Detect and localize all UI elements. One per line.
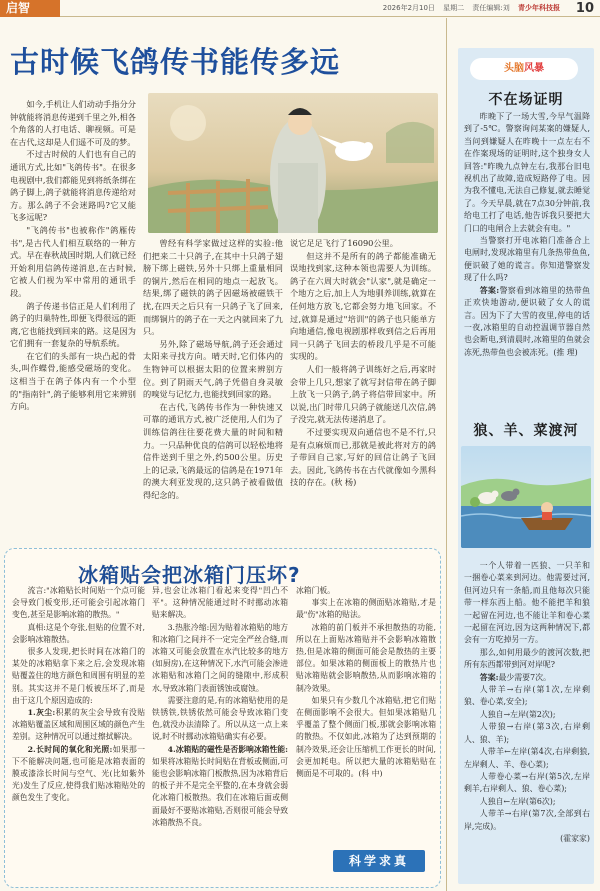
- story1-title: 不在场证明: [488, 92, 564, 108]
- fridge-column-2: [152, 585, 288, 885]
- subheading: 2.长时间的氧化和光照:: [27, 744, 113, 754]
- paragraph: 如今,手机让人们动动手指分分钟就能将消息传递到千里之外,相各个角落的人打电话、聊视频。可是在古代,这却是人们遥不可及的梦。: [10, 99, 136, 147]
- issue-date: 2026年2月10日: [382, 4, 435, 12]
- paragraph: 昨晚下了一场大雪,今早气温降到了-5℃。警察询问某案的嫌疑人,当问到嫌疑人在昨晚十一点左右不在作案现场的证明时,这个独身女人回答:"昨晚九点钟左右,我那台旧电视机出了故障,造成短路停了电。因为我不懂电,无法自己修复,就去睡觉了。今天早晨,就在7点30分钟前,我给电工打了电话,他告诉我只要把大门口的电闸合上去就会有电。": [464, 112, 590, 233]
- answer-label: 答案:: [479, 285, 500, 295]
- answer-line: 人独自→左岸(第2次);: [479, 709, 556, 719]
- paper-name: 青少年科技报: [518, 4, 560, 12]
- paragraph: 冰箱门板。: [296, 586, 335, 595]
- paragraph: 如果将冰箱贴长时间贴在背板或侧面,可能也会影响冰箱门板散热,因为冰箱背后的板子并不是完全平整的,在本身就会弱化冰箱门板散热。我们在冰箱后面或侧面最好不要贴冰箱贴,否则很可能会导致冰箱散热不良。: [152, 756, 288, 827]
- answer-line: 人带卷心菜→右岸(第5次,左岸剩羊,右岸剩人、狼、卷心菜);: [464, 771, 590, 794]
- brainstorm-tag: [470, 58, 578, 80]
- answer-line: 最少需要7次。: [498, 672, 551, 682]
- page-masthead: [0, 0, 600, 17]
- answer-line: 人带羊→右岸(第7次,全部到右岸,完成)。: [464, 809, 590, 831]
- answer-text: 警察看到冰箱里的热带鱼正欢快地游动,便识破了女人的谎言。因为下了大雪的夜里,停电的话一夜,冰箱里的自动控温调节器自然也会断电,到清晨时,冰箱里的鱼就会冻死,热带鱼也会被冻死。: [464, 285, 590, 357]
- fridge-article-title: 冰箱贴会把冰箱门压坏?: [78, 563, 301, 587]
- section-tag: 启智: [0, 0, 60, 17]
- paragraph: 需要注意的是,有的冰箱贴使用的是铁锈铁,铁锈依然可能会导致冰箱门变色,就没办法清除了。所以从这一点上来说,时不时挪动冰箱贴确实有必要。: [152, 695, 288, 742]
- paragraph: 很多人发现,把长时间在冰箱门的某处的冰箱贴拿下来之后,会发现冰箱贴覆盖住的地方颜色和周围有明显的差别。其实这并不是门板被压坏了,而是由于这几个原因造成的:: [12, 647, 145, 705]
- paragraph: 在它们的头部有一块凸起的骨头,叫作蝶骨,能感受磁场的变化。这相当于在鸽子体内有一个小型的"指南针",鸽子能够利用它来辨别方向。: [10, 350, 136, 412]
- paragraph: 一个人带着一匹狼、一只羊和一捆卷心菜来到河边。他需要过河,但河边只有一条船,而且他每次只能带一样东西上船。他不能把羊和狼一起留在河边,也不能让羊和卷心菜一起留在河边,因为这两种情况下,都会有一方吃掉另一方。: [464, 561, 590, 645]
- paragraph: 不过古时候的人们也有自己的通讯方式,比如"飞鸽传书"。在很多电视剧中,我们都能见到将纸条绑在鸽子脚上,鸽子就能将消息传递给对方。那么鸽子不会迷路吗?它又能飞多远呢?: [10, 149, 136, 223]
- issue-weekday: 星期二: [443, 4, 465, 12]
- paragraph: 当警察打开电冰箱门准备合上电闸时,发现冰箱里有几条热带鱼鱼,便识破了她的谎言。你知道警察发现了什么吗?: [464, 236, 590, 283]
- story2-credit: (霍家家): [560, 833, 590, 843]
- editor-credit: 责任编辑:刘: [472, 4, 510, 12]
- brainstorm-tag-part-a: 头脑: [504, 63, 524, 74]
- article-column-1: [10, 98, 136, 538]
- paragraph: 曾经有科学家做过这样的实验:他们把来二十只鸽子,在其中十只鸽子翅膀下绑上磁铁,另外十只绑上重量相同的铜片,然后在相同的地点一起放飞。结果,绑了磁铁的鸽子因磁场被磁铁干扰,在四天之后只有一只鸽子飞了回来,而绑铜片的鸽子在一天之内就回来了九只。: [143, 238, 283, 337]
- paragraph: 3.热胀冷缩:因为贴着冰箱贴的地方和冰箱门之间并不一定完全严丝合缝,而冰箱又可能会放置在水汽比较多的地方(如厨房),在这种情况下,水汽可能会渗进冰箱贴和冰箱门之间的缝隙中,形成积水,导致冰箱门表面锈蚀或腐蚀。: [152, 622, 288, 693]
- paragraph: 异,也会让冰箱门看起来变得"凹凸不平"。这种情况能通过时不时挪动冰箱贴来解决。: [152, 586, 288, 620]
- paragraph: 事实上在冰箱的侧面贴冰箱贴,才是最"伤"冰箱的贴法。: [296, 598, 436, 620]
- answer-line: 人带羊←左岸(第4次,右岸剩狼,左岸剩人、羊、卷心菜);: [464, 747, 590, 769]
- fridge-column-3: [296, 585, 436, 843]
- paragraph: 那么,如何用最少的渡河次数,把所有东西都带到河对岸呢?: [464, 647, 590, 670]
- story2-body: [464, 560, 590, 882]
- article-column-2: [143, 237, 283, 537]
- paragraph: 但这并不是所有的鸽子都能准确无误地找到家,这种本领也需要人为训练。鸽子在六周大时就会"认家",就是确定一个地方之后,加上人为地驯养训练,就算在任何地方放飞,它都会努力地飞回家。不过,就算是通过"培训"的鸽子也只能单方向地通信,像电视剧那样收到信之后再用同一只鸽子飞回去的桥段几乎是不可能实现的。: [290, 250, 436, 362]
- answer-line: 人带羊→右岸(第1次,左岸剩狼、卷心菜,安全);: [464, 685, 590, 707]
- paragraph: 在古代,飞鸽传书作为一种快速又可靠的通讯方式,被广泛使用,人们为了训练信鸽往往要花费大量的时间和精力。一只品种优良的信鸽可以轻松地将信件送到千里之外,约500公里。历史上的记录,飞鸽最远的信鸽是在1971年的澳大利亚发现的,这只鸽子被看做值得纪念的。: [143, 401, 283, 500]
- page-number: 10: [575, 1, 594, 16]
- paragraph: 如果那一下不能解决问题,也可能是冰箱表面的膜或漆涂长时间与空气、光(比如紫外光)发生了反应,使得我们贴冰箱贴处的颜色发生了变化。: [12, 744, 145, 803]
- paragraph: 人们一般将鸽子训练好之后,再家时会带上几只,想家了就写封信带在鸽子脚上放飞一只鸽子,鸽子将信带回家中。所以说,出门时带几只鸽子就能送几次信,鸽子没完,就无法传递消息了。: [290, 363, 436, 425]
- paragraph: 冰箱的前门板并不承担散热的功能,所以在上面贴冰箱贴并不会影响冰箱散热,但是冰箱的侧面可能会是散热的主要部位。如果冰箱的侧面板上的散热片也贴冰箱贴就会影响散热,从而影响冰箱的制冷效果。: [296, 622, 436, 693]
- brainstorm-tag-part-b: 风暴: [524, 63, 544, 74]
- wolf-sheep-boat-illustration: [461, 446, 591, 548]
- answer-line: 人带狼→右岸(第3次,右岸剩人、狼、羊);: [464, 722, 590, 744]
- river-scene: [461, 446, 591, 548]
- science-truth-tag: 科学求真: [333, 850, 425, 872]
- subheading: 4.冰箱贴的磁性是否影响冰箱性能:: [167, 744, 288, 754]
- article-column-3: [290, 237, 436, 537]
- paragraph: "飞鸽传书"也被称作"鸽雁传书",是古代人们相互联络的一种方式。早在春秋战国时期,人们就已经开始利用信鸽传递消息,在古时候,它被人们视为军中常用的通讯手段。: [10, 224, 136, 298]
- paragraph: 不过要实现双向通信也不是不行,只是有点麻烦而已,那就是被此将对方的鸽子带回自己家,写好的回信让鸽子飞回去。因此,飞鸽传书在古代就像如今黑科技的存在。(秋 杨): [290, 426, 436, 488]
- article-title: 古时候飞鸽传书能传多远: [10, 45, 341, 79]
- paragraph: 如果只有少数几个冰箱贴,把它们贴在侧面影响不会很大。但如果冰箱贴几乎覆盖了整个侧面门板,那就会影响冰箱的散热。不仅如此,冰箱为了达到预期的制冷效果,还会让压缩机工作更长的时间,会更加耗电。所以把大量的冰箱贴贴在侧面是不可取的。(科 中): [296, 695, 436, 779]
- paragraph: 积累的灰尘会导致有没贴冰箱贴覆盖区域和周围区域的颜色产生差别。这种情况可以通过擦拭解决。: [12, 708, 145, 742]
- fridge-column-1: [12, 585, 145, 885]
- paragraph: 真相:这是个夸张,但贴的位置不对,会影响冰箱散热。: [12, 622, 145, 644]
- paragraph: 流言:"冰箱贴长时间贴一个点可能会导致门板变形,还可能会引起冰箱门变色,甚至是影响冰箱的散热。": [12, 586, 145, 620]
- paragraph: 鸽子传递书信正是人们利用了鸽子的归巢特性,即便飞得很远的距离,它也能找到回来的路。这是因为它们拥有一套复杂的导航系统。: [10, 300, 136, 349]
- answer-line: 人独自←左岸(第6次);: [479, 796, 556, 806]
- story1-body: [464, 111, 590, 407]
- story1-credit: (推 理): [553, 347, 578, 357]
- answer-label: 答案:: [479, 672, 499, 682]
- story2-title: 狼、羊、菜渡河: [473, 423, 579, 439]
- pigeon-scene: [148, 93, 438, 233]
- paragraph: 另外,除了磁场导航,鸽子还会通过太阳来寻找方向。晴天时,它们体内的生物钟可以根据太阳的位置来辨别方位。到了阴雨天气,鸽子凭借自身灵敏的嗅觉与记忆力,也能找到回家的路。: [143, 338, 283, 400]
- subheading: 1.灰尘:: [27, 708, 56, 718]
- paragraph: 说它足足飞行了16090公里。: [290, 238, 398, 248]
- pigeon-illustration: [148, 93, 438, 233]
- masthead-meta: [377, 3, 560, 13]
